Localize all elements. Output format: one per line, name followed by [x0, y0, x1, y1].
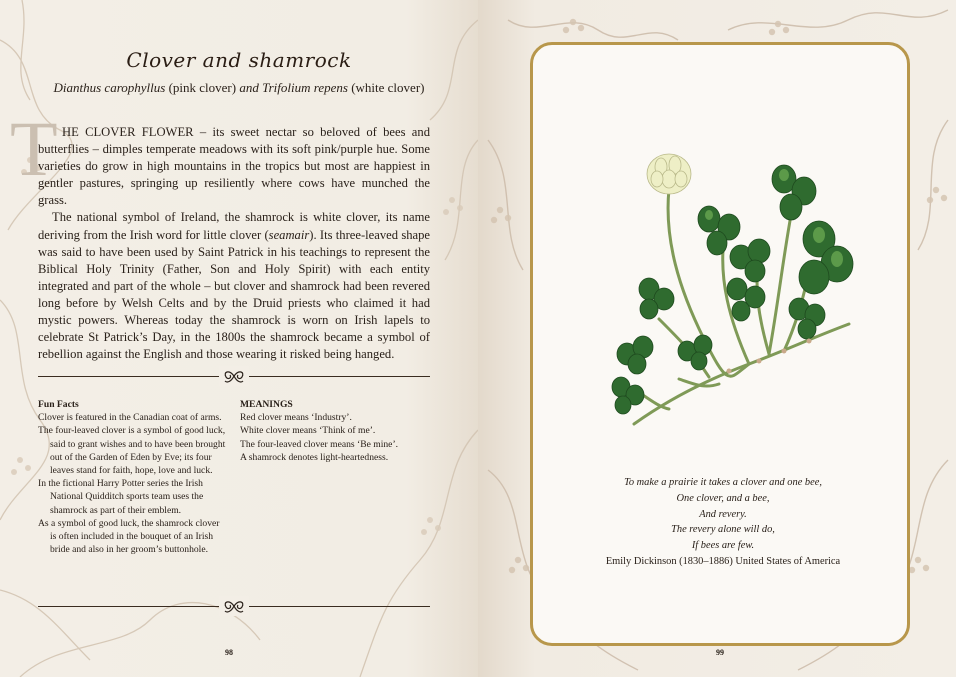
right-page — [478, 0, 956, 677]
page-subtitle — [0, 80, 478, 96]
meanings-heading: MEANINGS — [240, 399, 293, 410]
poem-line: One clover, and a bee, — [676, 492, 770, 504]
poem-line: To make a prairie it takes a clover and one bee, — [624, 477, 822, 488]
latin-name-2: Trifolium repens — [262, 80, 348, 95]
poem-attribution: Emily Dickinson (1830–1886) United States of America — [605, 555, 841, 567]
meaning-item: The four-leaved clover means ‘Be mine’. — [240, 438, 399, 450]
drop-cap: T — [10, 105, 58, 192]
meaning-item: A shamrock denotes light-heartedness. — [240, 451, 389, 463]
common-name-1: (pink clover) — [165, 80, 240, 95]
subtitle-and: and — [239, 80, 263, 95]
latin-name-1: Dianthus carophyllus — [53, 80, 166, 95]
poem-block — [533, 475, 913, 570]
common-name-2: (white clover) — [347, 80, 425, 95]
paragraph-1 — [38, 124, 430, 209]
fun-facts-heading: Fun Facts — [38, 399, 79, 410]
page-number-right: 99 — [716, 648, 724, 657]
page-number-left: 98 — [225, 648, 233, 657]
para2-text-b: ). Its three-leaved shape was said to have been used by Saint Patrick in his teachings to represent the Biblical Holy Trinity (Father, Son and Holy Spirit) with each entity integrated and part of the whole – but clover and shamrock had been revered long before by Welsh Celts and by the Druid priests who claimed it had mystic powers. Whereas today the shamrock is worn on Irish lapels to celebrate St Patrick’s Day, in the 1800s the shamrock became a symbol of rebellion against the English and those wearing it risked being hanged. — [38, 227, 431, 362]
clover-illustration — [609, 139, 869, 439]
fun-fact-item: As a symbol of good luck, the shamrock clover is often included in the bouquet of an Irish bride and also in her groom’s buttonhole. — [38, 517, 220, 556]
meanings-column — [240, 398, 440, 464]
fun-facts-column — [38, 398, 228, 556]
fun-fact-item: In the fictional Harry Potter series the Irish National Quidditch sports team uses the shamrock as part of their emblem. — [38, 478, 204, 516]
fun-fact-item: The four-leaved clover is a symbol of good luck, said to grant wishes and to have been brought out of the Garden of Eden by Eve; its four leaves stand for faith, hope, love and luck. — [38, 425, 226, 477]
poem-line: And revery. — [699, 508, 747, 520]
para1-text: – its sweet nectar so beloved of bees and butterflies – dimples temperate meadows with its soft pink/purple hue. Some varieties do grow in high mountains in the tropics but most are happiest in gentler pastures, springing up resiliently where cows have munched the grass. — [38, 125, 430, 208]
paragraph-2 — [38, 209, 430, 363]
poem-line: The revery alone will do, — [671, 524, 775, 536]
para2-text-a: The national symbol of Ireland, the shamrock is white clover, its name deriving from the Irish word for little clover ( — [38, 210, 430, 242]
illustration-frame — [530, 42, 910, 646]
flourish-ornament-icon — [219, 596, 249, 616]
flourish-ornament-icon — [219, 366, 249, 386]
para2-italic: seamair — [268, 227, 310, 242]
fun-fact-item: Clover is featured in the Canadian coat of arms. — [38, 412, 222, 424]
poem-line: If bees are few. — [691, 540, 755, 552]
body-text — [38, 124, 430, 363]
page-title: Clover and shamrock — [126, 48, 352, 72]
meaning-item: Red clover means ‘Industry’. — [240, 412, 352, 424]
para1-smallcaps: HE CLOVER FLOWER — [62, 125, 194, 139]
meaning-item: White clover means ‘Think of me’. — [240, 425, 376, 437]
